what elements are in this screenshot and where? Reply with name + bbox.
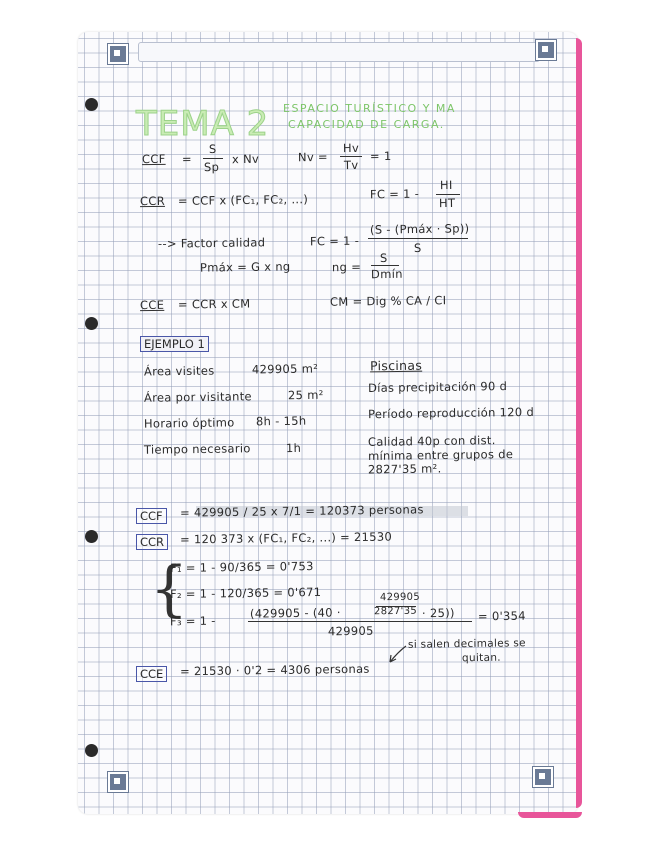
factor-fraction-line [368, 238, 468, 239]
factor-calidad-label: --> Factor calidad [157, 235, 266, 251]
ng-label: ng = [331, 259, 362, 275]
cce-rhs: = CCR x CM [177, 296, 251, 312]
ccf-eq: = [181, 151, 193, 167]
notebook-page [78, 32, 578, 814]
nv-label: Nv = [297, 149, 329, 165]
nv-tail: = 1 [369, 148, 392, 164]
solution-brace: { [150, 554, 189, 624]
solution-f3-numerator-tail: · 25)) [421, 605, 455, 621]
ccr-rhs: = CCF x (FC₁, FC₂, ...) [177, 192, 309, 208]
example-value-2: 25 m² [287, 387, 324, 403]
solution-f3-numerator: (429905 - (40 · [249, 605, 341, 621]
ng-fraction-line [371, 265, 399, 266]
ccf-fraction-line [203, 158, 223, 159]
binder-hole-1 [85, 98, 98, 111]
solution-f3-denominator: 429905 [327, 623, 374, 639]
note-line2: quitan. [461, 651, 501, 665]
solution-f3-fraction-line [248, 621, 472, 622]
binder-hole-2 [85, 317, 98, 330]
page-title: TEMA 2 [136, 104, 270, 144]
example-key-3: Horario óptimo [143, 415, 235, 431]
piscinas-row-3: Calidad 40p con dist. [367, 433, 496, 449]
page-edge-pink-bottom [518, 812, 582, 818]
corner-mark-top-right [536, 40, 556, 60]
fc-denominator: HT [438, 195, 456, 211]
ng-numerator: S [379, 250, 388, 266]
nv-fraction-line [340, 156, 362, 157]
solution-ccr-calc: = 120 373 x (FC₁, FC₂, ...) = 21530 [179, 529, 393, 547]
solution-cce-calc: = 21530 · 0'2 = 4306 personas [179, 661, 370, 679]
header-strip [138, 42, 540, 62]
solution-f3-inner-top: 429905 [379, 591, 421, 604]
pmax-formula: Pmáx = G x ng [199, 259, 291, 275]
ng-denominator: Dmín [370, 266, 403, 282]
corner-mark-bottom-right [533, 767, 553, 787]
binder-hole-4 [85, 744, 98, 757]
cce-label: CCE [139, 297, 165, 313]
piscinas-row-4: mínima entre grupos de [367, 446, 514, 464]
ccf-denominator: Sp [203, 159, 220, 175]
example-key-4: Tiempo necesario [143, 441, 251, 457]
ccr-label: CCR [139, 193, 166, 209]
fc-numerator: HI [439, 177, 453, 193]
ccf-tail: x Nv [231, 151, 260, 167]
nv-numerator: Hv [342, 140, 360, 156]
note-arrow-icon [384, 644, 410, 666]
example-key-1: Área visites [143, 363, 215, 379]
page-edge-pink [576, 38, 582, 808]
piscinas-row-5: 2827'35 m². [367, 461, 442, 477]
corner-mark-top-left [108, 44, 128, 64]
piscinas-row-1: Días precipitación 90 d [367, 379, 508, 395]
solution-cce-label: CCE [136, 666, 167, 682]
example-value-4: 1h [285, 440, 302, 456]
solution-f2: F₂ = 1 - 120/365 = 0'671 [169, 584, 322, 602]
piscinas-title: Piscinas [369, 357, 423, 374]
factor-denominator: S [413, 240, 422, 256]
example-label: EJEMPLO 1 [140, 336, 209, 352]
cm-formula: CM = Dig % CA / CI [329, 293, 447, 309]
corner-mark-bottom-left [108, 772, 128, 792]
factor-fc: FC = 1 - [309, 233, 360, 249]
example-value-1: 429905 m² [251, 361, 319, 377]
subtitle-line1: ESPACIO TURÍSTICO Y MA [283, 102, 456, 115]
nv-denominator: Tv [343, 157, 359, 173]
solution-ccr-label: CCR [136, 534, 168, 550]
ccf-label: CCF [141, 151, 166, 167]
example-key-2: Área por visitante [143, 389, 252, 405]
solution-f3-result: = 0'354 [477, 608, 526, 624]
subtitle-line2: CAPACIDAD DE CARGA. [288, 118, 445, 131]
solution-ccf-calc: = 429905 / 25 x 7/1 = 120373 personas [179, 502, 424, 520]
fc-fraction-line [436, 194, 460, 195]
solution-ccf-label: CCF [136, 508, 167, 524]
binder-hole-3 [85, 530, 98, 543]
ccf-numerator: S [208, 141, 217, 157]
note-line1: si salen decimales se [407, 637, 526, 651]
solution-f1: F₁ = 1 - 90/365 = 0'753 [169, 558, 314, 576]
example-value-3: 8h - 15h [255, 413, 307, 429]
piscinas-row-2: Período reproducción 120 d [367, 404, 535, 422]
solution-f3-left: F₃ = 1 - [169, 613, 216, 629]
solution-f3-numerator-frac: 2827'35 [373, 605, 418, 618]
factor-numerator: (S - (Pmáx · Sp)) [369, 221, 470, 237]
fc-label: FC = 1 - [369, 186, 420, 202]
